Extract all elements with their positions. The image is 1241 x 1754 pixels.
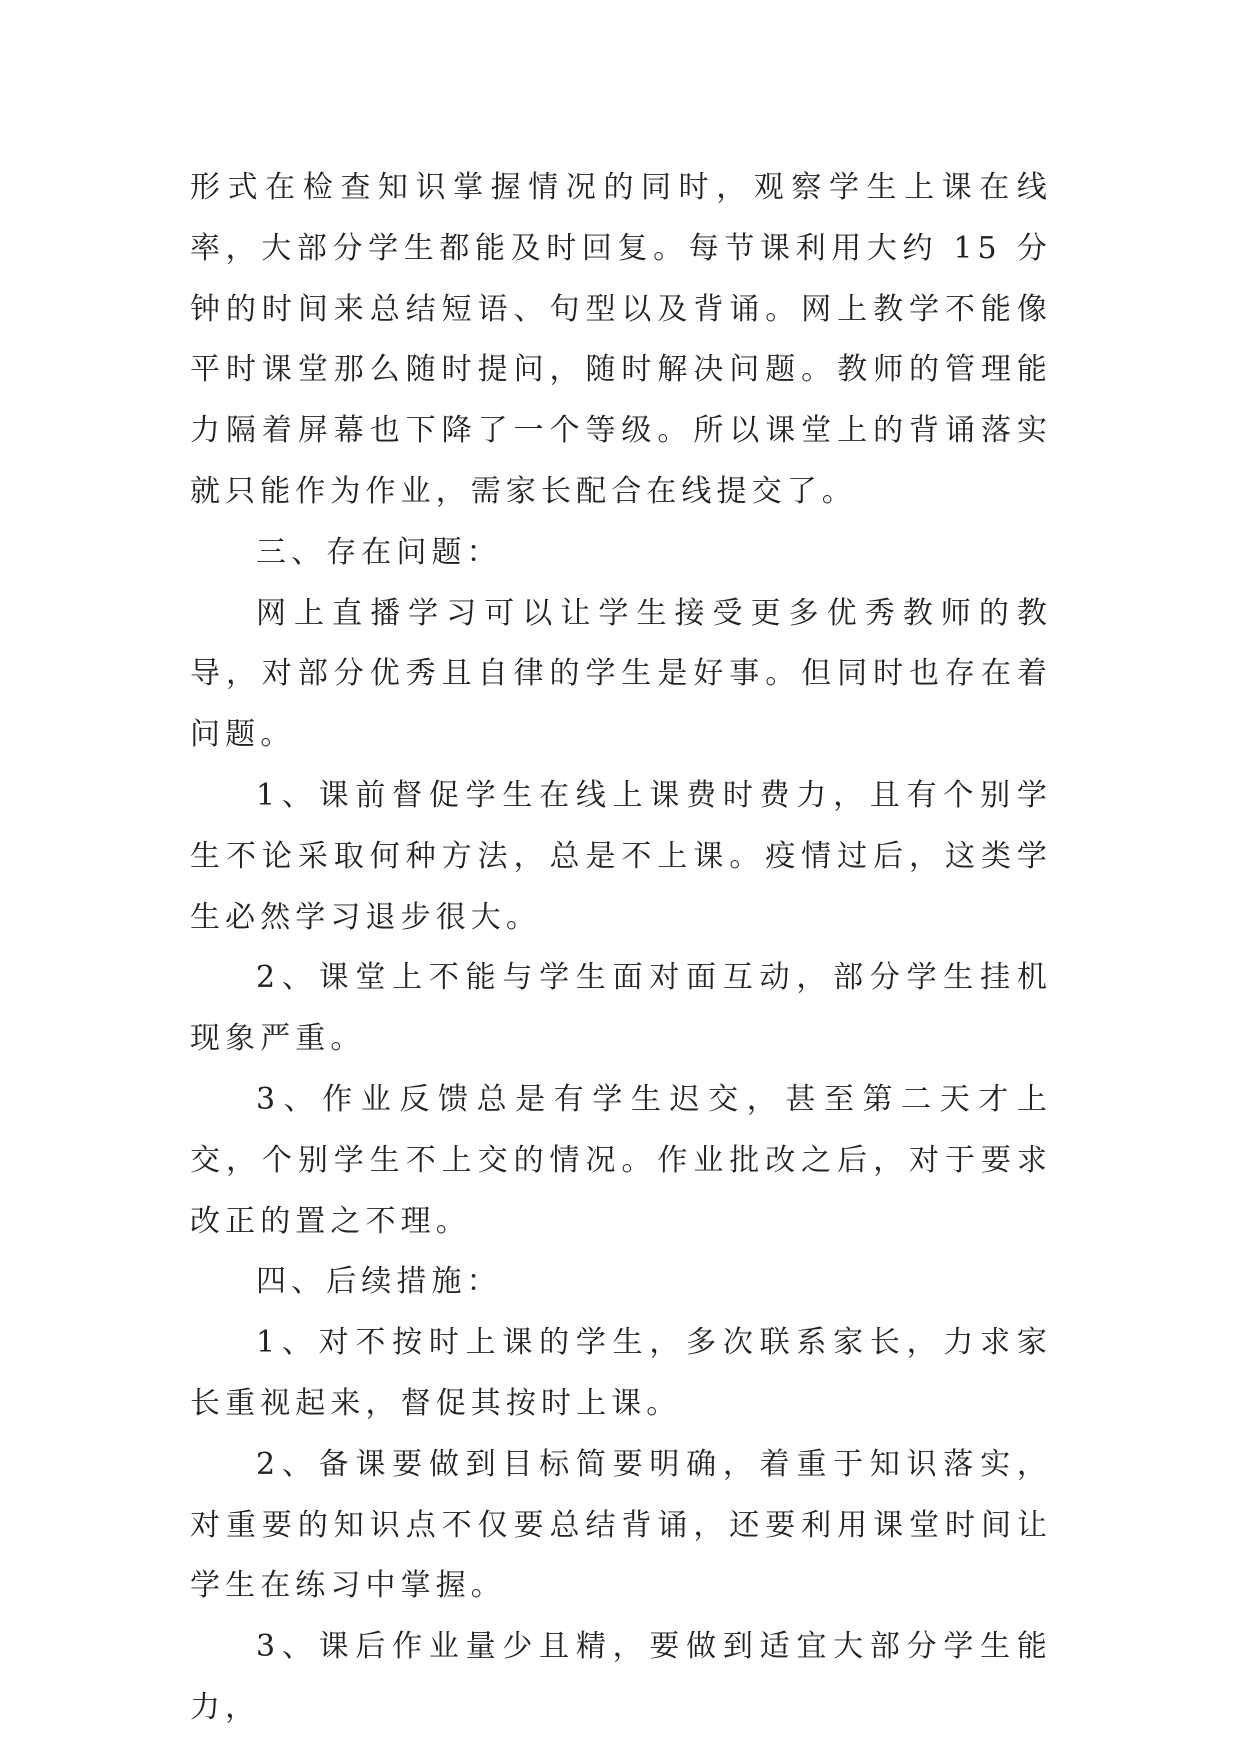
problem-item-3: 3、作业反馈总是有学生迟交，甚至第二天才上交，个别学生不上交的情况。作业批改之后，对于要求改正的置之不理。 [190, 1081, 1052, 1239]
measure-item-3: 3、课后作业量少且精，要做到适宜大部分学生能力， [190, 1629, 1052, 1725]
measure-item-1: 1、对不按时上课的学生，多次联系家长，力求家长重视起来，督促其按时上课。 [190, 1325, 1052, 1421]
document-body [190, 158, 1052, 1739]
section-heading-problems: 三、存在问题： [256, 534, 502, 570]
problem-item-2: 2、课堂上不能与学生面对面互动，部分学生挂机现象严重。 [190, 960, 1052, 1057]
problem-item-1: 1、课前督促学生在线上课费时费力，且有个别学生不论采取何种方法，总是不上课。疫情过后，这类学生必然学习退步很大。 [190, 777, 1052, 935]
measure-item-2: 2、备课要做到目标简要明确，着重于知识落实，对重要的知识点不仅要总结背诵，还要利用课堂时间让学生在练习中掌握。 [190, 1446, 1052, 1604]
section-heading-measures: 四、后续措施： [256, 1264, 502, 1300]
paragraph-problems-intro: 网上直播学习可以让学生接受更多优秀教师的教导，对部分优秀且自律的学生是好事。但同时也存在着问题。 [190, 595, 1052, 753]
paragraph-continuation: 形式在检查知识掌握情况的同时，观察学生上课在线率，大部分学生都能及时回复。每节课利用大约 15 分钟的时间来总结短语、句型以及背诵。网上教学不能像平时课堂那么随时提问，随时解决问题。教师的管理能力隔着屏幕也下降了一个等级。所以课堂上的背诵落实就只能作为作业，需家长配合在线提交了。 [190, 170, 1052, 509]
